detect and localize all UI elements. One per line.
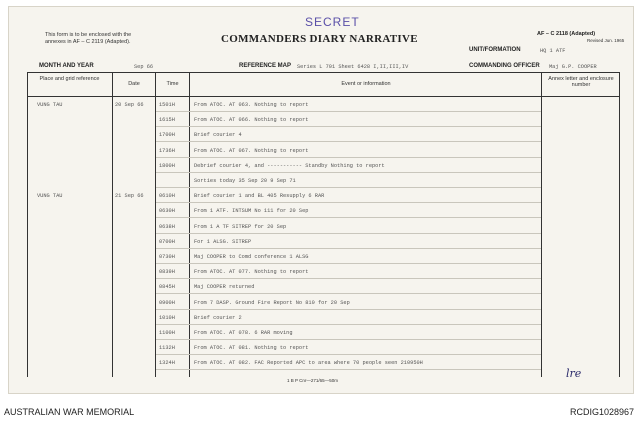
event-cell: From ATOC. AT 082. FAC Reported APC to area where 70 people seen 210950H — [194, 360, 423, 367]
col-border-date — [155, 72, 156, 377]
officer-value: Maj G.P. COOPER — [549, 64, 597, 70]
footer-right: RCDIG1028967 — [569, 407, 634, 417]
row-divider — [156, 141, 541, 142]
col-border-left — [27, 72, 28, 377]
col-header-event: Event or information — [341, 81, 391, 87]
event-cell: Brief courier 2 — [194, 314, 242, 321]
time-cell: 1010H — [159, 314, 175, 321]
event-cell: From 7 DASP. Ground Fire Report No 810 for 20 Sep — [194, 299, 350, 306]
event-cell: Debrief courier 4, and ----------- Standby Nothing to report — [194, 162, 385, 169]
revised-date: Revised Jun. 1965 — [587, 38, 625, 43]
handwritten-initials: lre — [566, 367, 582, 380]
row-divider — [156, 354, 541, 355]
month-value: Sep 66 — [134, 64, 154, 70]
col-header-place: Place and grid reference — [39, 76, 100, 82]
col-border-event — [541, 72, 542, 377]
time-cell: 0638H — [159, 223, 175, 230]
diary-sheet — [8, 6, 634, 394]
row-divider — [156, 293, 541, 294]
event-cell: Maj COOPER to Comd conference 1 ALSG — [194, 254, 309, 260]
time-cell: 0610H — [159, 193, 175, 200]
month-label: MONTH AND YEAR — [39, 63, 94, 69]
officer-label: COMMANDING OFFICER — [469, 63, 540, 69]
place-cell: VUNG TAU — [37, 102, 63, 108]
col-border-place — [112, 72, 113, 377]
bottom-print-code: 1 B P Cnr—271/65—50m — [287, 378, 338, 383]
secret-stamp: SECRET — [305, 15, 360, 29]
date-cell: 21 Sep 66 — [115, 193, 144, 200]
row-divider — [156, 172, 541, 173]
time-cell: 0730H — [159, 254, 175, 260]
row-divider — [156, 278, 541, 279]
event-cell: Sorties today 35 Sep 20 9 Sep 71 — [194, 178, 296, 184]
time-cell: 1324H — [159, 360, 175, 367]
row-divider — [156, 187, 541, 188]
event-cell: From 1 A TF SITREP for 20 Sep — [194, 223, 287, 230]
time-cell: 1800H — [159, 162, 175, 169]
row-divider — [156, 263, 541, 264]
col-border-time — [189, 72, 190, 377]
event-cell: Brief courier 4 — [194, 132, 242, 139]
row-divider — [156, 248, 541, 249]
col-border-right — [619, 72, 620, 377]
row-divider — [156, 202, 541, 203]
unit-value: HQ 1 ATF — [540, 48, 566, 54]
date-cell: 20 Sep 66 — [115, 102, 144, 108]
time-cell: 1501H — [159, 102, 175, 108]
time-cell: 0700H — [159, 238, 175, 245]
table-header-border — [27, 96, 619, 97]
event-cell: For 1 ALSG. SITREP — [194, 238, 252, 245]
time-cell: 0845H — [159, 284, 175, 291]
col-header-time: Time — [166, 81, 179, 87]
event-cell: Brief courier 1 and BL 405 Resupply 6 RAR — [194, 193, 325, 200]
event-cell: From ATOC. AT 077. Nothing to report — [194, 269, 309, 276]
footer-left: AUSTRALIAN WAR MEMORIAL — [4, 407, 135, 417]
col-header-annex: Annex letter and enclosure number — [548, 76, 614, 88]
time-cell: 1100H — [159, 330, 175, 336]
event-cell: From ATOC. AT 066. Nothing to report — [194, 117, 309, 124]
event-cell: From 1 ATF. INTSUM No 111 for 20 Sep — [194, 208, 309, 215]
col-header-date: Date — [128, 81, 140, 87]
enclosure-notice: This form is to be enclosed with the annexes in AF – C 2119 (Adapted). — [45, 32, 132, 45]
event-cell: From ATOC. AT 081. Nothing to report — [194, 345, 309, 352]
time-cell: 1736H — [159, 147, 175, 154]
row-divider — [156, 233, 541, 234]
time-cell: 0839H — [159, 269, 175, 276]
event-cell: From ATOC. AT 067. Nothing to report — [194, 147, 309, 154]
event-cell: Maj COOPER returned — [194, 284, 255, 291]
reference-value: Series L 701 Sheet 6428 I,II,III,IV — [297, 64, 409, 70]
row-divider — [156, 126, 541, 127]
time-cell: 1132H — [159, 345, 175, 352]
form-number: AF – C 2118 (Adapted) — [537, 31, 596, 37]
time-cell: 1615H — [159, 117, 175, 124]
event-cell: From ATOC. AT 063. Nothing to report — [194, 102, 309, 108]
row-divider — [156, 157, 541, 158]
row-divider — [156, 217, 541, 218]
row-divider — [156, 339, 541, 340]
page-title: COMMANDERS DIARY NARRATIVE — [221, 33, 418, 45]
row-divider — [156, 324, 541, 325]
event-cell: From ATOC. AT 078. 6 RAR moving — [194, 330, 293, 336]
row-divider — [156, 111, 541, 112]
table-top-border — [27, 72, 619, 73]
row-divider — [156, 309, 541, 310]
reference-label: REFERENCE MAP — [239, 63, 292, 69]
time-cell: 0630H — [159, 208, 175, 215]
place-cell: VUNG TAU — [37, 193, 63, 200]
time-cell: 1700H — [159, 132, 175, 139]
unit-label: UNIT/FORMATION — [469, 47, 521, 53]
time-cell: 0900H — [159, 299, 175, 306]
row-divider — [156, 369, 541, 370]
